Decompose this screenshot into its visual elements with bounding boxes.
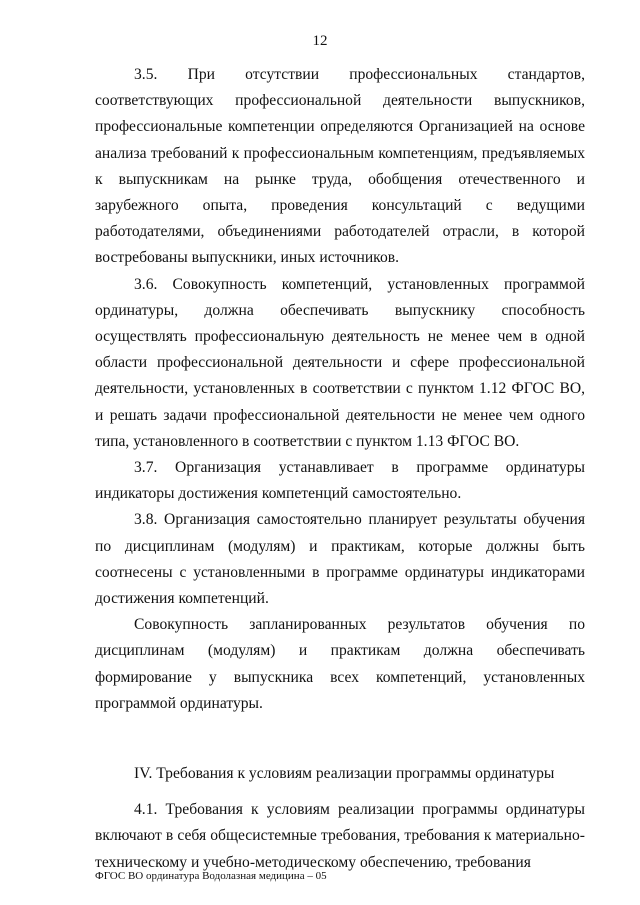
paragraph-3-7: 3.7. Организация устанавливает в программе ординатуры индикаторы достижения компетенций самостоятельно. — [95, 459, 585, 503]
section-heading-iv: IV. Требования к условиям реализации программы ординатуры — [134, 765, 555, 783]
paragraph-learning-outcomes: Совокупность запланированных результатов обучения по дисциплинам (модулям) и практикам должна обеспечивать формирование у выпускника всех компетенций, установленных программой ординатуры. — [95, 616, 585, 712]
footer: ФГОС ВО ординатура Водолазная медицина – 05 — [95, 870, 327, 882]
paragraph-3-8: 3.8. Организация самостоятельно планирует результаты обучения по дисциплинам (модулям) и практикам, которые должны быть соотнесены с установленными в программе ординатуры индикаторами достижения компетенций. — [95, 511, 585, 608]
paragraph-3-5: 3.5. При отсутствии профессиональных стандартов, соответствующих профессиональной деятельности выпускников, профессиональные компетенции определяются Организацией на основе анализа требований к профессиональным компетенциям, предъявляемых к выпускникам на рынке труда, обобщения отечественного и зарубежного опыта, проведения консультаций с ведущими работодателями, объединениями работодателей отрасли, в которой востребованы выпускники, иных источников. — [95, 66, 585, 267]
document-body — [95, 62, 585, 876]
paragraph-4-1: 4.1. Требования к условиям реализации программы ординатуры включают в себя общесистемные требования, требования к материально-техническому и учебно-методическому обеспечению, требования — [95, 801, 585, 871]
paragraph-3-6: 3.6. Совокупность компетенций, установленных программой ординатуры, должна обеспечивать выпускнику способность осуществлять профессиональную деятельность не менее чем в одной области профессиональной деятельности и сфере профессиональной деятельности, установленных в соответствии с пунктом 1.12 ФГОС ВО, и решать задачи профессиональной деятельности не менее чем одного типа, установленного в соответствии с пунктом 1.13 ФГОС ВО. — [95, 275, 585, 450]
page-number: 12 — [312, 33, 328, 49]
